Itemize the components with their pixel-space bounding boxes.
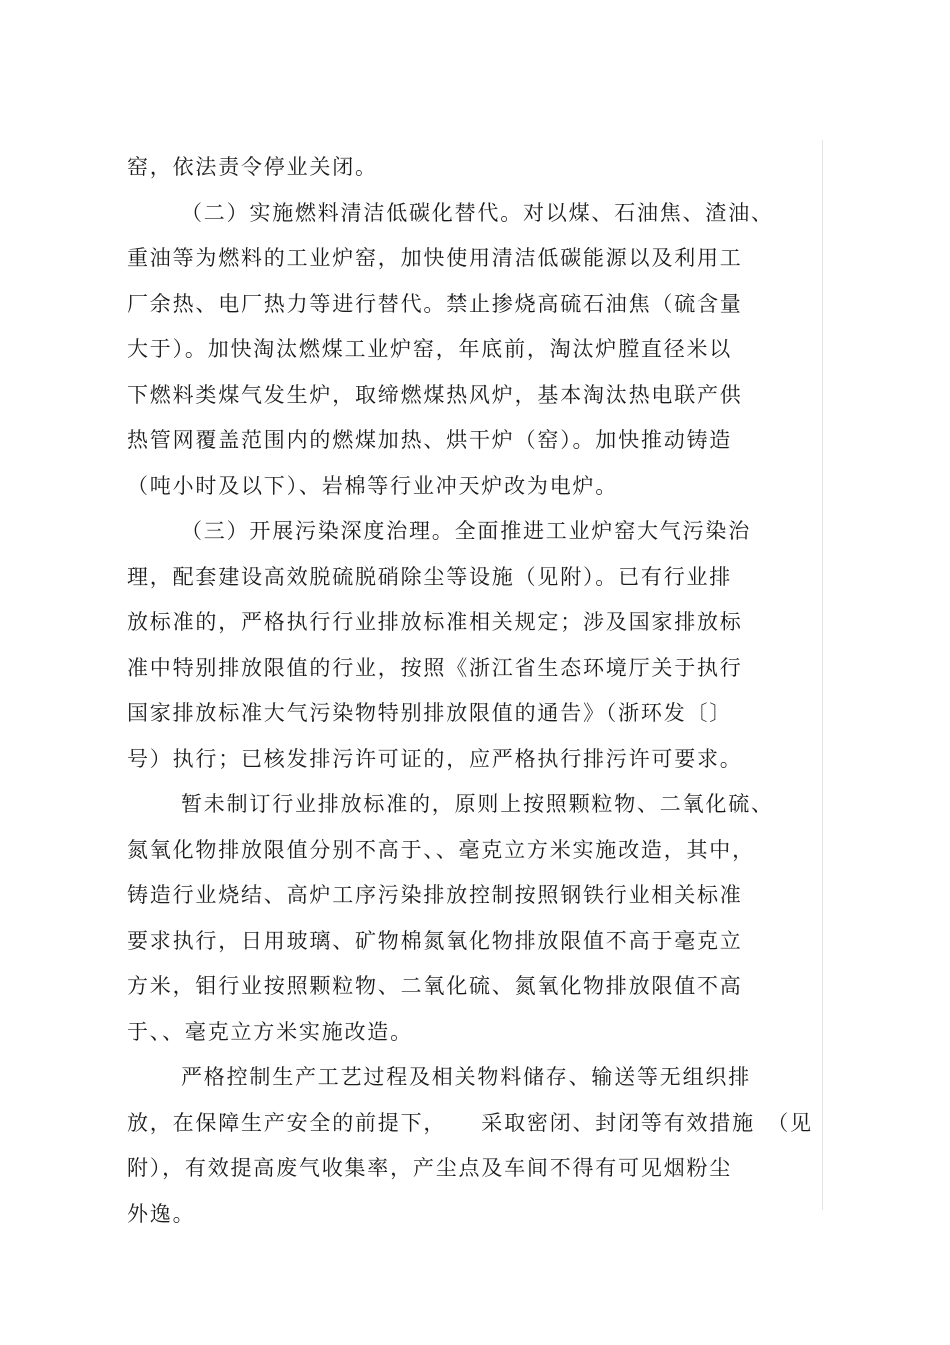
text-line: 下燃料类煤气发生炉，取缔燃煤热风炉，基本淘汰热电联产供: [127, 382, 743, 407]
text-line: 放标准的，严格执行行业排放标准相关规定；涉及国家排放标: [127, 610, 743, 634]
text-line: 重油等为燃料的工业炉窑，加快使用清洁低碳能源以及利用工: [127, 246, 743, 270]
text-line: 铸造行业烧结、高炉工序污染排放控制按照钢铁行业相关标准: [127, 883, 743, 907]
text-line: （三）开展污染深度治理。全面推进工业炉窑大气污染治: [181, 519, 751, 543]
text-line: 理，配套建设高效脱硫脱硝除尘等设施（见附）。已有行业排: [127, 564, 733, 589]
text-line: （二）实施燃料清洁低碳化替代。对以煤、石油焦、渣油、: [181, 200, 774, 225]
text-line: （吨小时及以下）、岩棉等行业冲天炉改为电炉。: [127, 473, 619, 498]
body-text: [127, 145, 827, 1237]
text-line: 热管网覆盖范围内的燃煤加热、烘干炉（窑）。加快推动铸造: [127, 428, 733, 452]
text-line: 号）执行；已核发排污许可证的，应严格执行排污许可要求。: [127, 746, 743, 771]
text-line: 氮氧化物排放限值分别不高于、、毫克立方米实施改造，其中，: [127, 837, 755, 862]
text-line: 准中特别排放限值的行业，按照《浙江省生态环境厅关于执行: [127, 655, 743, 680]
text-line: 窑，依法责令停业关闭。: [127, 155, 378, 179]
text-line: 附），有效提高废气收集率，产尘点及车间不得有可见烟粉尘: [127, 1156, 733, 1180]
text-line: 严格控制生产工艺过程及相关物料储存、输送等无组织排: [181, 1065, 751, 1089]
text-line: 国家排放标准大气污染物特别排放限值的通告》（浙环发〔〕: [127, 701, 733, 725]
text-line: 暂未制订行业排放标准的，原则上按照颗粒物、二氧化硫、: [181, 792, 774, 816]
text-line: 方米，钼行业按照颗粒物、二氧化硫、氮氧化物排放限值不高: [127, 974, 743, 998]
text-line: 要求执行，日用玻璃、矿物棉氮氧化物排放限值不高于毫克立: [127, 928, 743, 953]
text-line: 放，在保障生产安全的前提下， 采取密闭、封闭等有效措施 （见: [127, 1110, 813, 1135]
text-line: 厂余热、电厂热力等进行替代。禁止掺烧高硫石油焦（硫含量: [127, 291, 743, 316]
text-line: 外逸。: [127, 1201, 196, 1226]
text-line: 于、、毫克立方米实施改造。: [127, 1019, 413, 1044]
text-line: 大于）。加快淘汰燃煤工业炉窑，年底前，淘汰炉膛直径米以: [127, 337, 733, 361]
